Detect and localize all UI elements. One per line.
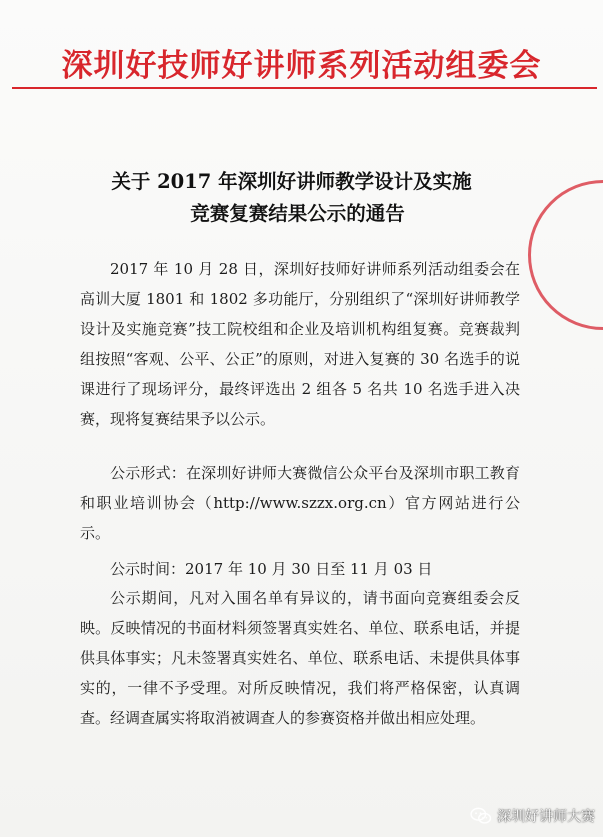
paragraph-objections: 公示期间，凡对入围名单有异议的，请书面向竞赛组委会反映。反映情况的书面材料须签署真实姓名、单位、联系电话，并提供具体事实；凡未签署真实姓名、单位、联系电话、未提供具体事实的，一律不予受理。对所反映情况，我们将严格保密，认真调查。经调查属实将取消被调查人的参赛资格并做出相应处理。 (80, 589, 520, 727)
wechat-icon (470, 807, 492, 825)
letterhead-title: 深圳好技师好讲师系列活动组委会 (61, 48, 542, 84)
paragraph-publicity-form: 公示形式：在深圳好讲师大赛微信公众平台及深圳市职工教育和职业培训协会（http://www.szzx.org.cn）官方网站进行公示。 (80, 464, 520, 542)
paragraph-publicity-period: 公示时间：2017 年 10 月 30 日至 11 月 03 日 (110, 560, 433, 578)
watermark-text: 深圳好讲师大赛 (497, 809, 595, 825)
notice-title-line-2: 竞赛复赛结果公示的通告 (190, 202, 405, 225)
notice-title-line-1: 关于 2017 年深圳好讲师教学设计及实施 (111, 170, 472, 193)
letterhead-divider (12, 87, 597, 89)
wechat-watermark (470, 805, 595, 827)
paragraph-intro: 2017 年 10 月 28 日，深圳好技师好讲师系列活动组委会在高训大厦 1801 和 1802 多功能厅，分别组织了“深圳好讲师教学设计及实施竞赛”技工院校组和企业及培训机构组复赛。竞赛裁判组按照“客观、公平、公正”的原则，对进入复赛的 30 名选手的说课进行了现场评分，最终评选出 2 组各 5 名共 10 名选手进入决赛，现将复赛结果予以公示。 (80, 260, 520, 428)
